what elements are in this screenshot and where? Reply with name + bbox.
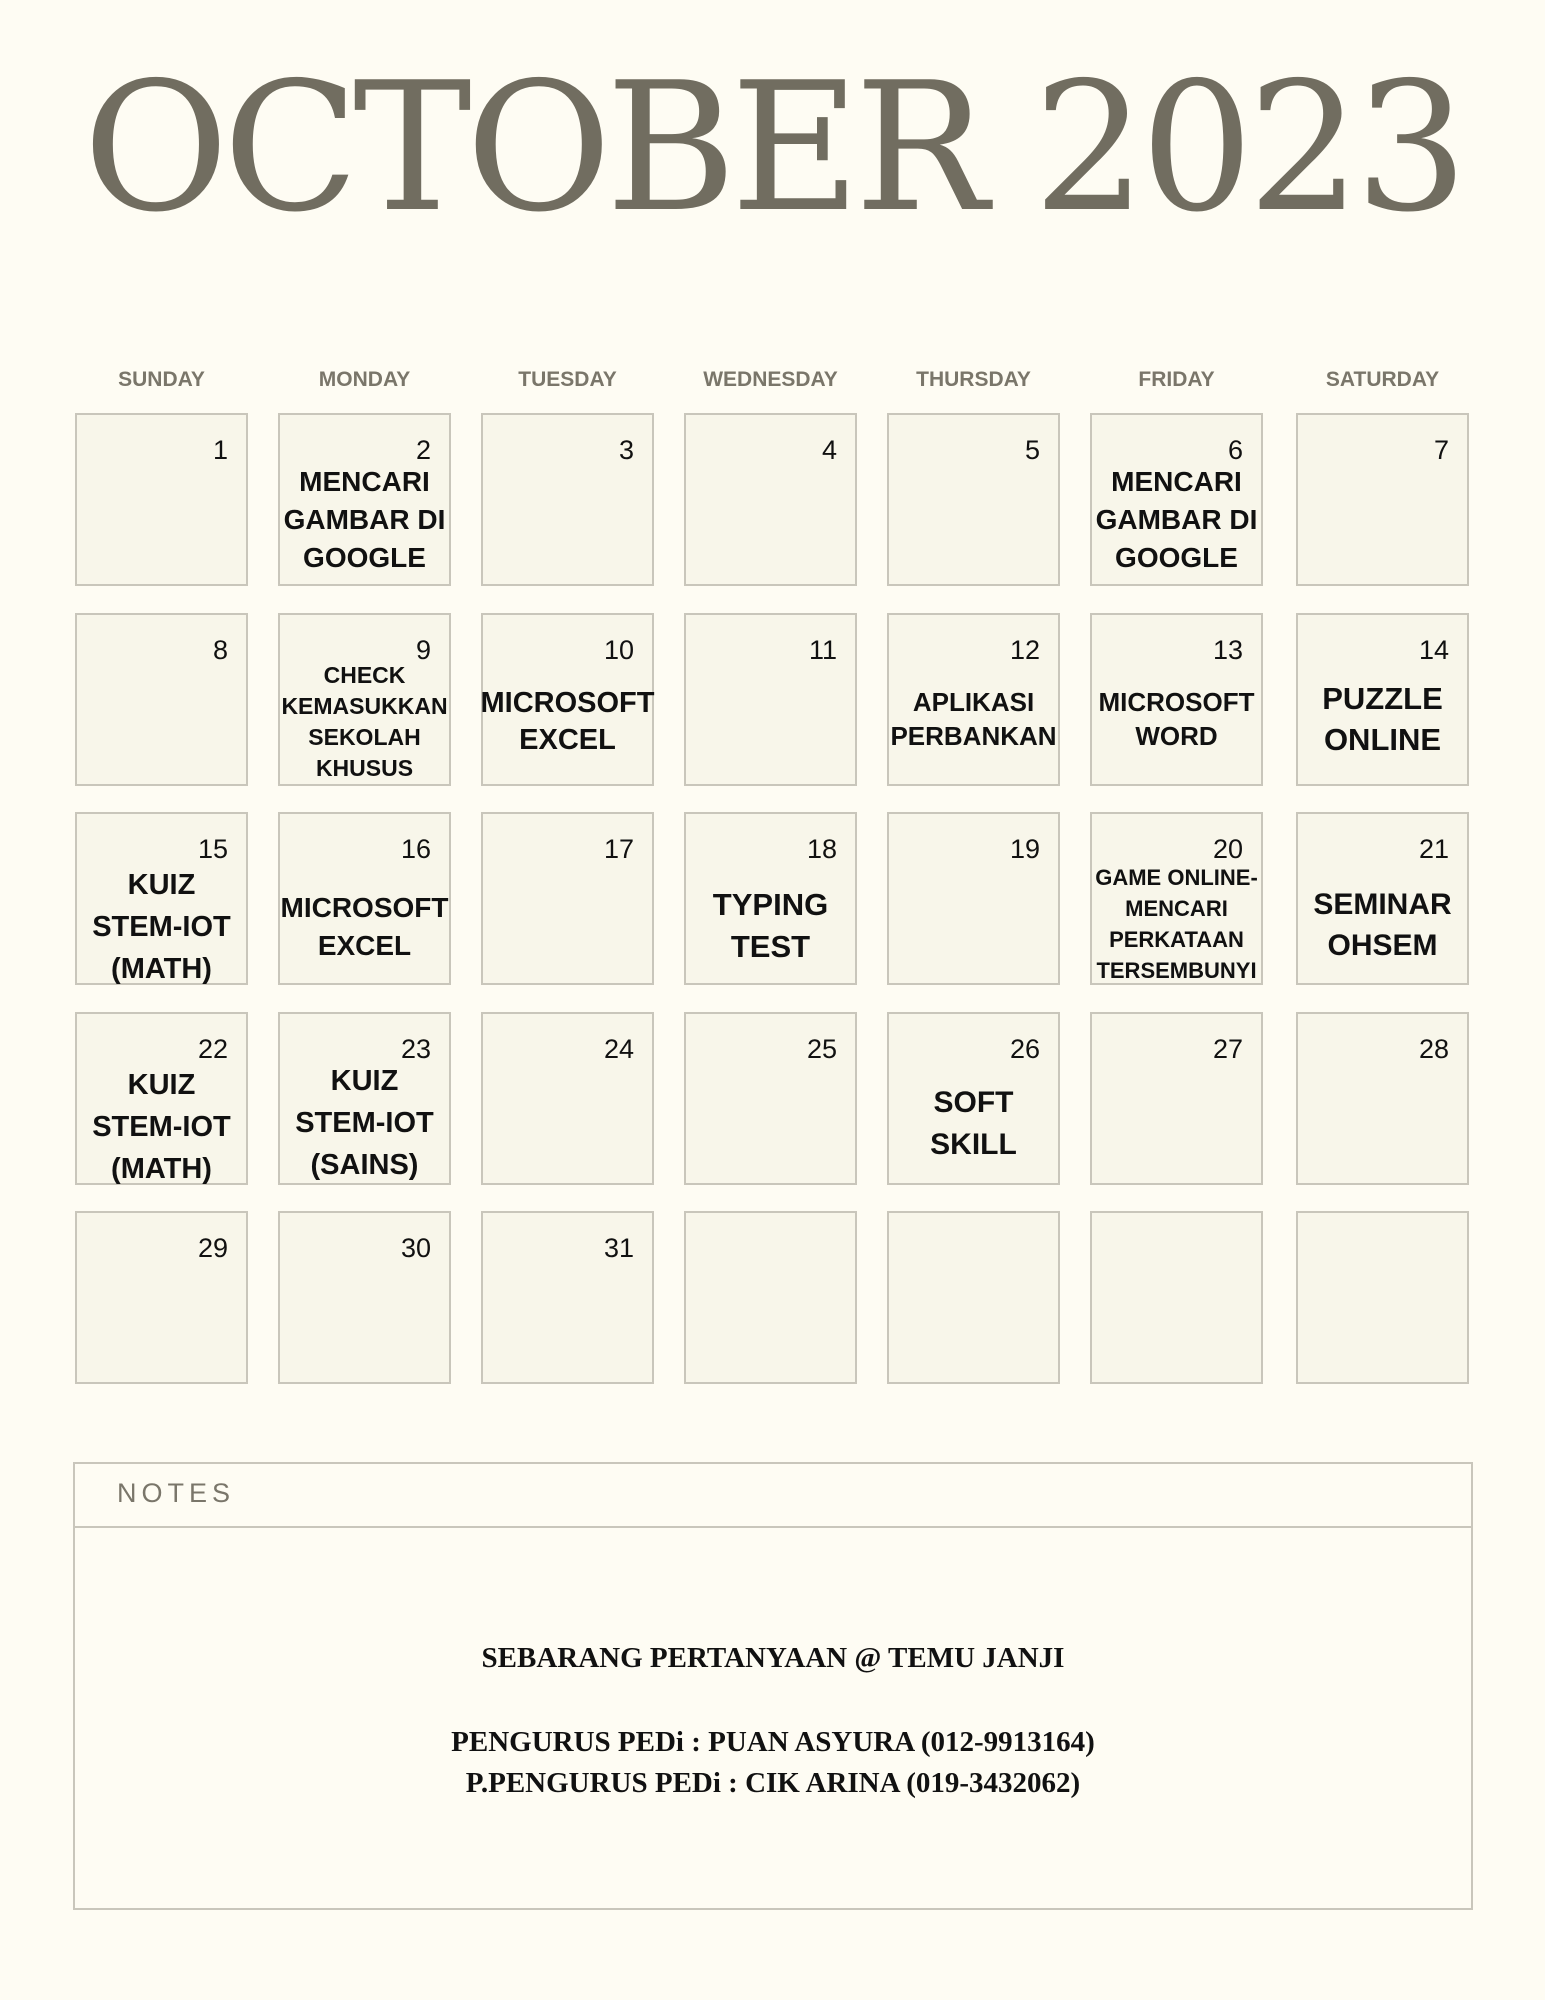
day-number: 13 xyxy=(1212,635,1243,665)
day-number: 29 xyxy=(197,1233,228,1263)
event-label: GAME ONLINE- MENCARI PERKATAAN TERSEMBUNYI xyxy=(1095,865,1258,983)
event-label: KUIZ STEM-IOT (SAINS) xyxy=(295,1065,434,1181)
day-number: 2 xyxy=(415,435,431,465)
day-cell[interactable] xyxy=(75,812,248,985)
day-number: 30 xyxy=(400,1233,431,1263)
day-cell[interactable] xyxy=(1090,613,1263,786)
day-number: 11 xyxy=(808,635,837,665)
day-cell[interactable] xyxy=(887,613,1060,786)
day-number: 12 xyxy=(1009,635,1040,665)
event-label: MENCARI GAMBAR DI GOOGLE xyxy=(283,466,446,573)
day-cell[interactable] xyxy=(481,413,654,586)
day-cell[interactable] xyxy=(887,812,1060,985)
day-cell[interactable] xyxy=(1296,1012,1469,1185)
page-title: OCTOBER 2023 xyxy=(82,44,1463,251)
weekday-label-sunday: SUNDAY xyxy=(118,368,205,391)
event-label: TYPING TEST xyxy=(712,887,829,964)
day-cell[interactable] xyxy=(887,1211,1060,1384)
day-cell[interactable] xyxy=(887,413,1060,586)
day-cell[interactable] xyxy=(75,1012,248,1185)
day-number: 24 xyxy=(603,1034,634,1064)
day-number: 3 xyxy=(618,435,634,465)
day-cell[interactable] xyxy=(1296,613,1469,786)
event-label: KUIZ STEM-IOT (MATH) xyxy=(92,1069,231,1185)
weekday-label-wednesday: WEDNESDAY xyxy=(703,368,838,391)
event-label: SOFT SKILL xyxy=(930,1086,1017,1161)
day-number: 25 xyxy=(806,1034,837,1064)
day-number: 6 xyxy=(1227,435,1243,465)
event-label: KUIZ STEM-IOT (MATH) xyxy=(92,869,231,985)
day-number: 22 xyxy=(197,1034,228,1064)
notes-box xyxy=(73,1462,1473,1910)
day-number: 14 xyxy=(1418,635,1449,665)
day-cell[interactable] xyxy=(75,613,248,786)
notes-line-manager: PENGURUS PEDi : PUAN ASYURA (012-9913164) xyxy=(451,1726,1095,1758)
day-cell[interactable] xyxy=(1090,1012,1263,1185)
event-label: MICROSOFT EXCEL xyxy=(480,687,655,756)
day-cell[interactable] xyxy=(278,1012,451,1185)
day-number: 9 xyxy=(415,635,431,665)
day-cell[interactable] xyxy=(1296,413,1469,586)
event-label: PUZZLE ONLINE xyxy=(1322,681,1443,757)
day-cell[interactable] xyxy=(75,413,248,586)
weekday-label-tuesday: TUESDAY xyxy=(518,368,617,391)
day-cell[interactable] xyxy=(481,1012,654,1185)
day-number: 31 xyxy=(603,1233,634,1263)
day-number: 5 xyxy=(1024,435,1040,465)
notes-line-assistant-manager: P.PENGURUS PEDi : CIK ARINA (019-3432062) xyxy=(465,1767,1081,1799)
day-cell[interactable] xyxy=(278,812,451,985)
day-number: 10 xyxy=(603,635,634,665)
day-number: 19 xyxy=(1009,834,1040,864)
weekday-label-saturday: SATURDAY xyxy=(1325,368,1440,391)
notes-label: NOTES xyxy=(117,1478,236,1508)
day-number: 4 xyxy=(821,435,837,465)
event-label: SEMINAR OHSEM xyxy=(1313,888,1452,962)
day-number: 28 xyxy=(1418,1034,1449,1064)
day-cell[interactable] xyxy=(481,1211,654,1384)
day-number: 15 xyxy=(197,834,228,864)
day-cell[interactable] xyxy=(684,413,857,586)
day-cell[interactable] xyxy=(1090,413,1263,586)
event-label: CHECK KEMASUKKAN SEKOLAH KHUSUS xyxy=(281,662,448,781)
day-cell[interactable] xyxy=(278,1211,451,1384)
day-number: 18 xyxy=(806,834,837,864)
day-number: 16 xyxy=(400,834,431,864)
event-label: APLIKASI PERBANKAN xyxy=(890,687,1057,751)
weekday-label-friday: FRIDAY xyxy=(1138,368,1215,391)
day-number: 8 xyxy=(212,635,228,665)
day-cell[interactable] xyxy=(887,1012,1060,1185)
notes-header xyxy=(75,1464,1471,1528)
event-label: MENCARI GAMBAR DI GOOGLE xyxy=(1095,466,1258,573)
day-number: 23 xyxy=(400,1034,431,1064)
day-cell[interactable] xyxy=(1090,1211,1263,1384)
event-label: MICROSOFT WORD xyxy=(1098,687,1255,751)
day-cell[interactable] xyxy=(684,812,857,985)
day-cell[interactable] xyxy=(1296,812,1469,985)
day-cell[interactable] xyxy=(684,1211,857,1384)
day-cell[interactable] xyxy=(1090,812,1263,985)
day-cell[interactable] xyxy=(481,812,654,985)
day-cell[interactable] xyxy=(278,413,451,586)
day-cell[interactable] xyxy=(278,613,451,786)
weekday-label-monday: MONDAY xyxy=(318,368,411,391)
day-cell[interactable] xyxy=(684,1012,857,1185)
day-cell[interactable] xyxy=(75,1211,248,1384)
day-number: 7 xyxy=(1433,435,1449,465)
day-number: 20 xyxy=(1212,834,1243,864)
day-cell[interactable] xyxy=(1296,1211,1469,1384)
day-cell[interactable] xyxy=(684,613,857,786)
day-number: 26 xyxy=(1009,1034,1040,1064)
day-number: 17 xyxy=(603,834,634,864)
day-number: 1 xyxy=(212,435,228,465)
day-number: 21 xyxy=(1418,834,1449,864)
day-number: 27 xyxy=(1212,1034,1243,1064)
event-label: MICROSOFT EXCEL xyxy=(280,892,449,961)
weekday-label-thursday: THURSDAY xyxy=(916,368,1031,391)
day-cell[interactable] xyxy=(481,613,654,786)
notes-line-inquiry: SEBARANG PERTANYAAN @ TEMU JANJI xyxy=(481,1642,1065,1674)
